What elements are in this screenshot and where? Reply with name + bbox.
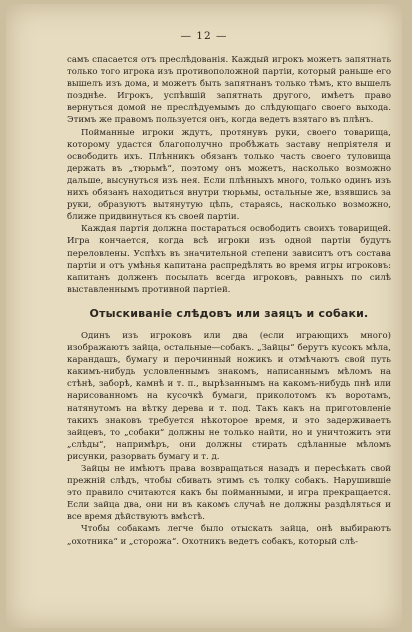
paragraph: самъ спасается отъ преслѣдованія. Каждый игрокъ можетъ запятнать только того игрока изъ противоположной партіи, который раньше его вышелъ изъ дома, и можетъ быть запятнанъ только тѣмъ, кто вышелъ позднѣе. Игрокъ, успѣвшій запятнать другого, имѣетъ право вернуться домой не преслѣдуемымъ до слѣдующаго своего выхода. Этимъ же правомъ пользуется онъ, когда ведетъ взятаго въ плѣнъ. [67, 55, 391, 126]
paragraph: Чтобы собакамъ легче было отыскать зайца, онѣ выбираютъ „охотника“ и „сторожа“. Охотникъ ведетъ собакъ, который слѣ- [67, 524, 391, 547]
paragraph: Зайцы не имѣютъ права возвращаться назадъ и пересѣкать свой прежній слѣдъ, чтобы сбивать этимъ съ толку собакъ. Нарушившіе это правило считаются какъ бы пойманными, и игра прекращается. Если зайца два, они ни въ какомъ случаѣ не должны раздѣляться и все время дѣйствуютъ вмѣстѣ. [67, 464, 391, 523]
paragraph: Одинъ изъ игроковъ или два (если играющихъ много) изображаютъ зайца, остальные—собакъ. „Зайцы“ берутъ кусокъ мѣла, карандашъ, бумагу и перочинный ножикъ и отмѣчаютъ свой путь какимъ-нибудь условленнымъ знакомъ, написаннымъ мѣломъ на стѣнѣ, заборѣ, камнѣ и т. п., вырѣзаннымъ на какомъ-нибудь пнѣ или нарисованномъ на кусочкѣ бумаги, приколотомъ къ воротамъ, натянутомъ на вѣтку дерева и т. под. Такъ какъ на приготовленіе такихъ знаковъ требуется нѣкоторое время, и это задерживаетъ зайцевъ, то „собаки“ должны не только найти, но и уничтожить эти „слѣды“, напримѣръ, они должны стирать сдѣланные мѣломъ рисунки, разорвать бумагу и т. д. [67, 330, 391, 462]
paragraph: Каждая партія должна постараться освободить своихъ товарищей. Игра кончается, когда всѣ игроки изъ одной партіи будутъ переловлены. Успѣхъ въ значительной степени зависитъ отъ состава партіи и отъ умѣнья капитана распредѣлять во время игры игроковъ: капитанъ долженъ посылать всегда игроковъ, равныхъ по силѣ выставленнымъ противной партіей. [67, 224, 391, 295]
book-page [6, 4, 402, 628]
page-body [67, 54, 391, 548]
paragraph: Пойманные игроки ждутъ, протянувъ руки, своего товарища, которому удастся благополучно пробѣжать заставу непріятеля и освободить ихъ. Плѣнникъ обязанъ только часть своего туловища держать въ „тюрьмѣ“, поэтому онъ можетъ, насколько возможно дальше, высунуться изъ нея. Если плѣнныхъ много, только одинъ изъ нихъ обязанъ находиться внутри тюрьмы, остальные же, взявшись за руки, образуютъ вытянутую цѣпь, стараясь, насколько возможно, ближе придвинуться къ своей партіи. [67, 127, 391, 223]
section-heading: Отыскиваніе слѣдовъ или заяцъ и собаки. [89, 306, 369, 320]
page-number: — 12 — [180, 30, 228, 42]
